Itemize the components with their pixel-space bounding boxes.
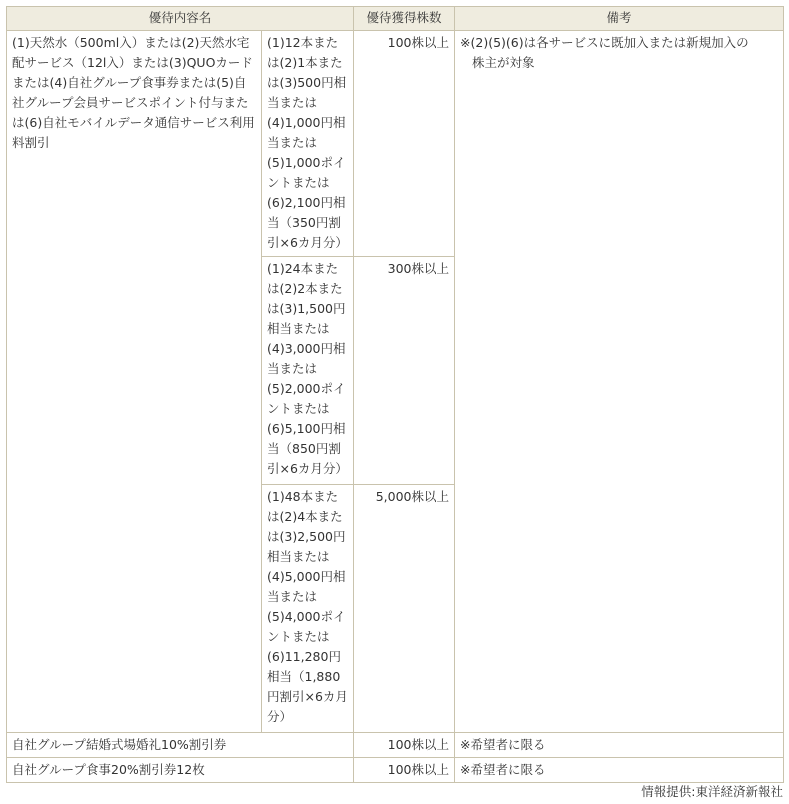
note-line-2: 株主が対象 bbox=[472, 55, 535, 70]
shareholder-benefits-table bbox=[6, 6, 784, 783]
tier-detail: (1)12本または(2)1本または(3)500円相当または(4)1,000円相当または(5)1,000ポイントまたは(6)2,100円相当（350円割引×6カ月分） bbox=[262, 31, 354, 257]
benefit-note: ※希望者に限る bbox=[455, 758, 784, 783]
main-benefit-description: (1)天然水（500ml入）または(2)天然水宅配サービス（12l入）または(3)QUOカードまたは(4)自社グループ食事券または(5)自社グループ会員サービスポイント付与または(6)自社モバイルデータ通信サービス利用料割引 bbox=[7, 31, 262, 733]
table-row bbox=[7, 758, 784, 783]
header-row bbox=[7, 7, 784, 31]
main-benefit-note bbox=[455, 31, 784, 733]
benefit-shares: 100株以上 bbox=[354, 758, 455, 783]
header-required-shares: 優待獲得株数 bbox=[354, 7, 455, 31]
tier-detail: (1)48本または(2)4本または(3)2,500円相当または(4)5,000円相当または(5)4,000ポイントまたは(6)11,280円相当（1,880円割引×6カ月分） bbox=[262, 485, 354, 733]
benefits-table-wrapper bbox=[6, 6, 783, 783]
tier-shares: 300株以上 bbox=[354, 257, 455, 485]
table-row bbox=[7, 733, 784, 758]
tier-shares: 100株以上 bbox=[354, 31, 455, 257]
table-row bbox=[7, 31, 784, 257]
benefit-note: ※希望者に限る bbox=[455, 733, 784, 758]
benefit-name: 自社グループ結婚式場婚礼10%割引券 bbox=[7, 733, 354, 758]
note-mark: ※ bbox=[460, 35, 471, 50]
data-source-credit: 情報提供:東洋経済新報社 bbox=[641, 784, 783, 799]
benefit-name: 自社グループ食事20%割引券12枚 bbox=[7, 758, 354, 783]
benefit-shares: 100株以上 bbox=[354, 733, 455, 758]
note-line-1: (2)(5)(6)は各サービスに既加入または新規加入の bbox=[470, 35, 749, 50]
header-notes: 備考 bbox=[455, 7, 784, 31]
header-benefit-name: 優待内容名 bbox=[7, 7, 354, 31]
tier-shares: 5,000株以上 bbox=[354, 485, 455, 733]
tier-detail: (1)24本または(2)2本または(3)1,500円相当または(4)3,000円相当または(5)2,000ポイントまたは(6)5,100円相当（850円割引×6カ月分） bbox=[262, 257, 354, 485]
